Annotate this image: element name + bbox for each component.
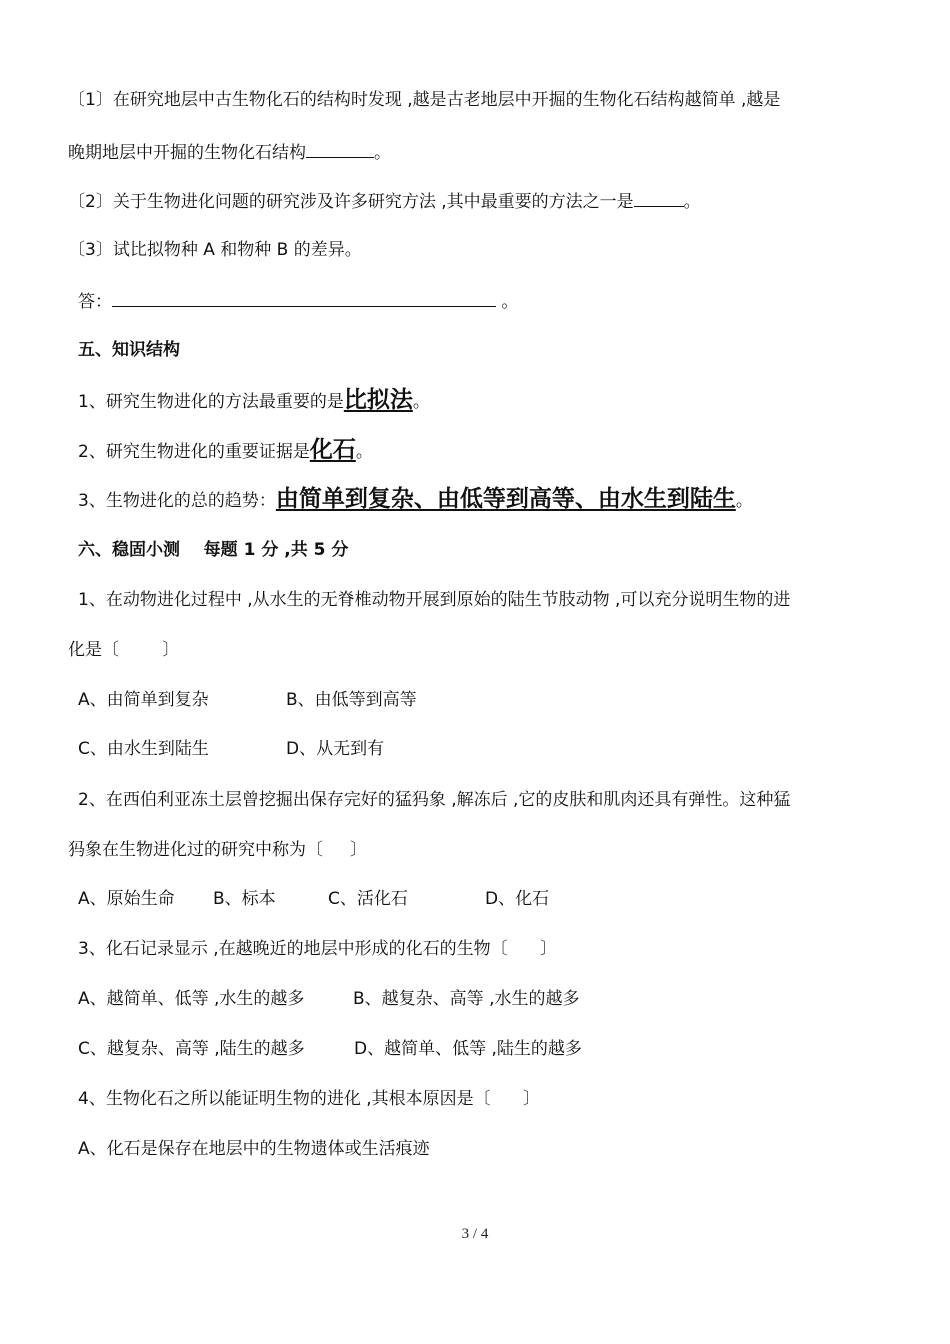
knowledge-item-1 (78, 388, 898, 414)
option-a[interactable]: A、原始生命 (78, 889, 175, 909)
highlighted-answer: 由简单到复杂、由低等到高等、由水生到陆生 (275, 486, 736, 512)
punctuation: 。 (412, 392, 430, 412)
option-c[interactable]: C、由水生到陆生 (78, 739, 209, 759)
option-a[interactable]: A、由简单到复杂 (78, 690, 209, 710)
option-c[interactable]: C、越复杂、高等 ,陆生的越多 (78, 1039, 305, 1059)
punctuation: 。 (374, 143, 391, 163)
quiz-2-options (78, 887, 898, 911)
punctuation: 。 (735, 491, 753, 511)
quiz-2-line-1: 2、在西伯利亚冻土层曾挖掘出保存完好的猛犸象 ,解冻后 ,它的皮肤和肌肉还具有弹性。这种猛 (78, 790, 791, 810)
question-3: 〔3〕试比拟物种 A 和物种 B 的差异。 (68, 240, 362, 260)
page-number: 3 / 4 (461, 1226, 489, 1242)
option-d[interactable]: D、从无到有 (286, 739, 385, 759)
knowledge-item-3 (78, 487, 898, 513)
highlighted-answer: 化石 (309, 437, 356, 463)
quiz-1-line-1: 1、在动物进化过程中 ,从水生的无脊椎动物开展到原始的陆生节肢动物 ,可以充分说明生物的进 (78, 590, 791, 610)
option-b[interactable]: B、越复杂、高等 ,水生的越多 (353, 989, 580, 1009)
question-2-text: 〔2〕关于生物进化问题的研究涉及许多研究方法 ,其中最重要的方法之一是 (68, 192, 634, 212)
quiz-4: 4、生物化石之所以能证明生物的进化 ,其根本原因是〔 〕 (78, 1089, 541, 1109)
knowledge-item-2 (78, 438, 898, 464)
item-text: 3、生物进化的总的趋势： (78, 491, 276, 511)
quiz-3: 3、化石记录显示 ,在越晚近的地层中形成的化石的生物〔 〕 (78, 939, 558, 959)
option-b[interactable]: B、标本 (213, 889, 276, 909)
option-b[interactable]: B、由低等到高等 (286, 690, 417, 710)
answer-blank[interactable] (634, 188, 684, 207)
punctuation: 。 (683, 192, 701, 212)
highlighted-answer: 比拟法 (343, 387, 413, 413)
section-6-heading: 六、稳固小测 每题 1 分 ,共 5 分 (78, 540, 349, 560)
quiz-3-options-row-2 (78, 1037, 898, 1061)
answer-line (78, 288, 898, 314)
quiz-1-options-row-2 (78, 737, 898, 761)
section-5-heading: 五、知识结构 (78, 340, 180, 360)
quiz-2-line-2: 犸象在生物进化过的研究中称为〔 〕 (68, 840, 368, 860)
quiz-4-option-a[interactable]: A、化石是保存在地层中的生物遗体或生活痕迹 (78, 1139, 430, 1159)
question-2 (68, 188, 888, 214)
answer-blank[interactable] (306, 139, 374, 158)
item-text: 1、研究生物进化的方法最重要的是 (78, 392, 344, 412)
question-1-line-2 (68, 139, 888, 165)
option-a[interactable]: A、越简单、低等 ,水生的越多 (78, 989, 305, 1009)
item-text: 2、研究生物进化的重要证据是 (78, 442, 310, 462)
question-1-text: 晚期地层中开掘的生物化石结构 (68, 143, 306, 163)
punctuation: 。 (355, 442, 373, 462)
quiz-1-line-2: 化是〔 〕 (68, 640, 180, 660)
option-c[interactable]: C、活化石 (328, 889, 408, 909)
option-d[interactable]: D、化石 (485, 889, 550, 909)
question-1-line-1: 〔1〕在研究地层中古生物化石的结构时发现 ,越是古老地层中开掘的生物化石结构越简单 ,越是 (68, 90, 781, 110)
answer-blank[interactable] (112, 288, 496, 307)
option-d[interactable]: D、越简单、低等 ,陆生的越多 (354, 1039, 582, 1059)
answer-label: 答： (78, 292, 112, 312)
quiz-1-options-row-1 (78, 688, 898, 712)
punctuation: 。 (501, 292, 519, 312)
quiz-3-options-row-1 (78, 987, 898, 1011)
